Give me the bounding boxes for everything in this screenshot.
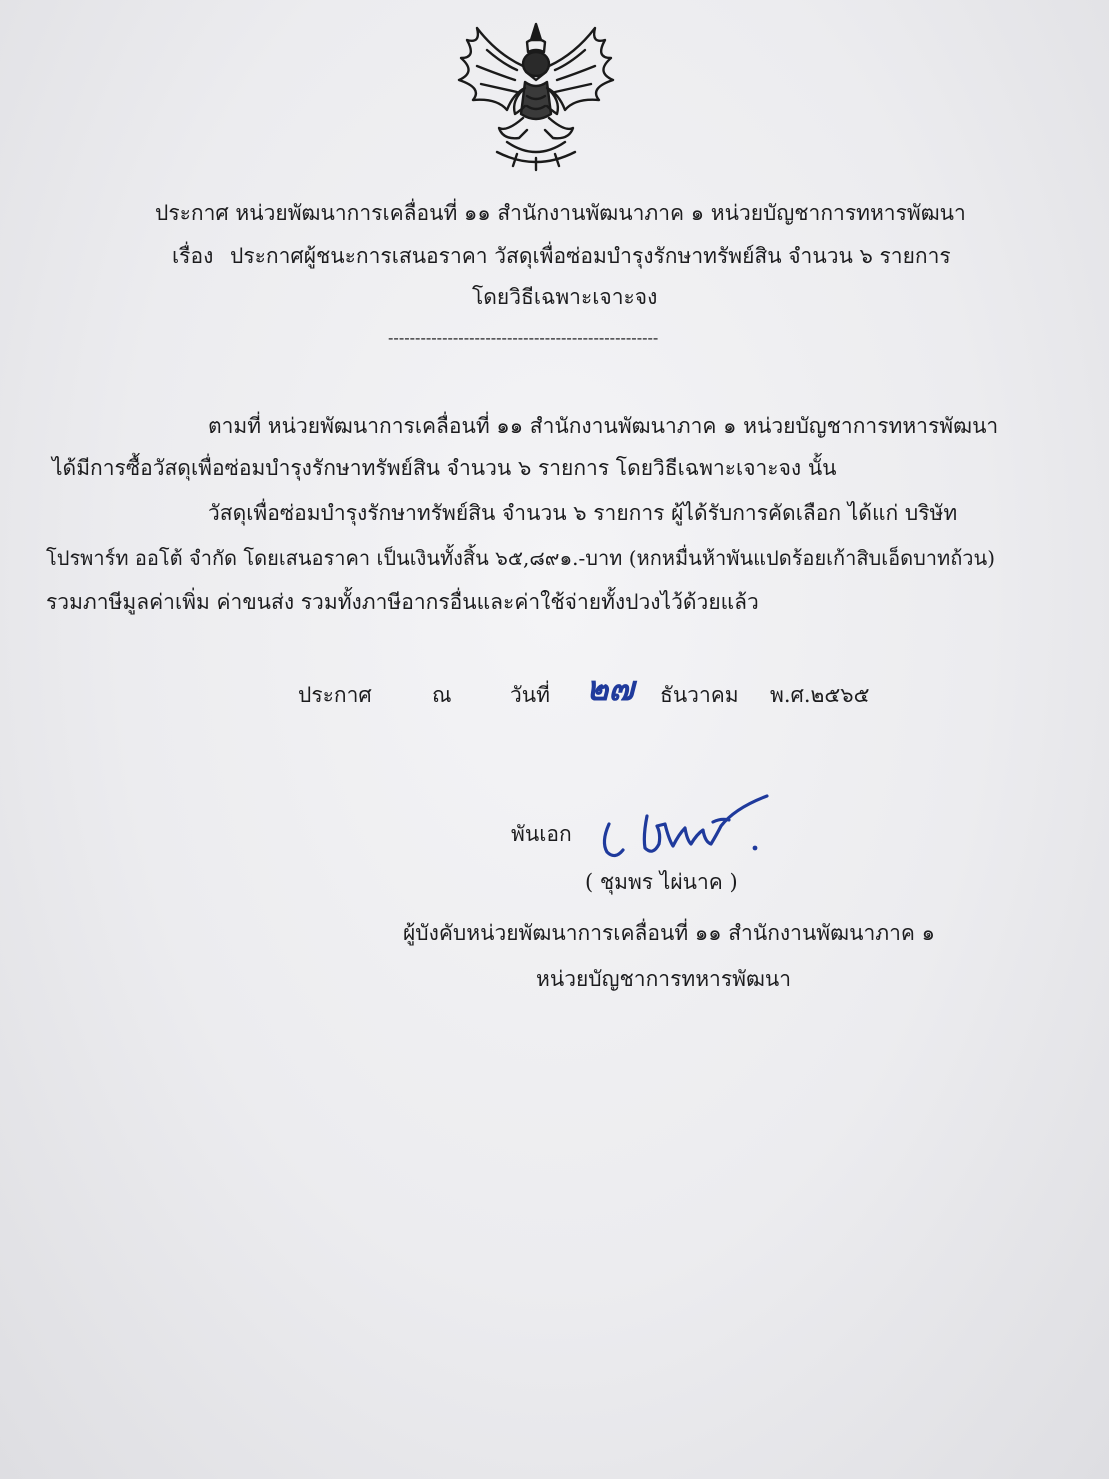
garuda-emblem-icon (447, 14, 625, 174)
handwritten-signature (595, 790, 775, 865)
date-day-handwritten: ๒๗ (586, 669, 634, 709)
subject-label: เรื่อง (172, 244, 214, 268)
signer-position-line-1: ผู้บังคับหน่วยพัฒนาการเคลื่อนที่ ๑๑ สำนักงานพัฒนาภาค ๑ (403, 921, 935, 945)
signer-position-line-2: หน่วยบัญชาการทหารพัฒนา (536, 967, 792, 991)
date-day-label: วันที่ (510, 683, 550, 707)
paragraph-1-line-2: ได้มีการซื้อวัสดุเพื่อซ่อมบำรุงรักษาทรัพย์สิน จำนวน ๖ รายการ โดยวิธีเฉพาะเจาะจง นั้น (52, 456, 837, 480)
announcement-title: ประกาศ หน่วยพัฒนาการเคลื่อนที่ ๑๑ สำนักงานพัฒนาภาค ๑ หน่วยบัญชาการทหารพัฒนา (155, 201, 966, 225)
subject-text: ประกาศผู้ชนะการเสนอราคา วัสดุเพื่อซ่อมบำรุงรักษาทรัพย์สิน จำนวน ๖ รายการ (230, 244, 951, 268)
procurement-method: โดยวิธีเฉพาะเจาะจง (472, 285, 658, 309)
signer-name: ( ชุมพร ไผ่นาค ) (585, 870, 738, 894)
signer-rank: พันเอก (511, 822, 572, 846)
date-announce-label: ประกาศ (298, 683, 372, 707)
paragraph-2-line-2: โปรพาร์ท ออโต้ จำกัด โดยเสนอราคา เป็นเงินทั้งสิ้น ๖๕,๘๙๑.-บาท (หกหมื่นห้าพันแปดร้อยเก้าสิบเอ็ดบาทถ้วน) (46, 546, 996, 570)
paragraph-2-line-1: วัสดุเพื่อซ่อมบำรุงรักษาทรัพย์สิน จำนวน ๖ รายการ ผู้ได้รับการคัดเลือก ได้แก่ บริษัท (208, 501, 958, 525)
paragraph-2-line-3: รวมภาษีมูลค่าเพิ่ม ค่าขนส่ง รวมทั้งภาษีอากรอื่นและค่าใช้จ่ายทั้งปวงไว้ด้วยแล้ว (46, 590, 759, 614)
divider: -------------------------------------------------- (388, 328, 659, 347)
date-year: พ.ศ.๒๕๖๕ (770, 683, 870, 707)
date-month: ธันวาคม (660, 683, 739, 707)
paragraph-1-line-1: ตามที่ หน่วยพัฒนาการเคลื่อนที่ ๑๑ สำนักงานพัฒนาภาค ๑ หน่วยบัญชาการทหารพัฒนา (208, 414, 999, 438)
date-at-label: ณ (432, 683, 452, 707)
